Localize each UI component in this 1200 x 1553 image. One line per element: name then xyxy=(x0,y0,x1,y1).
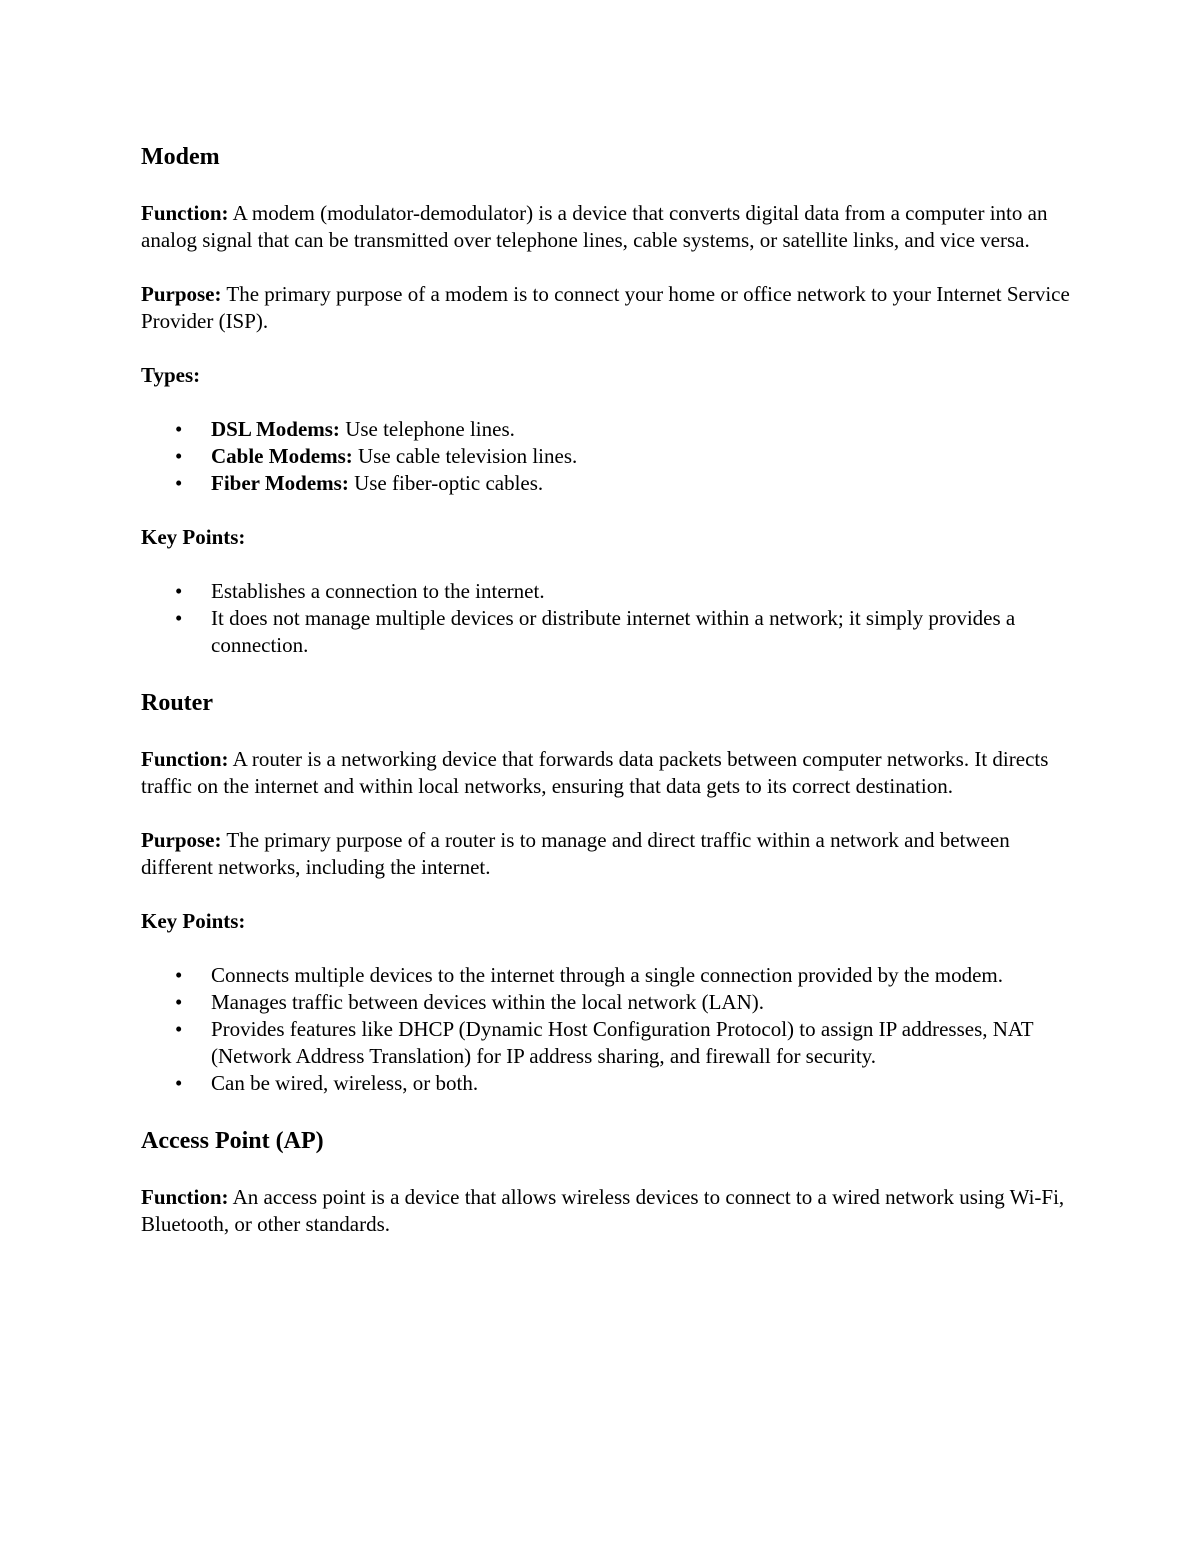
modem-purpose-paragraph xyxy=(141,281,1071,335)
function-text: A router is a networking device that forwards data packets between computer networks. It directs traffic on the internet and within local networks, ensuring that data gets to its correct destination. xyxy=(141,747,1049,798)
modem-types-list xyxy=(141,416,1071,497)
list-item: • Connects multiple devices to the internet through a single connection provided by the modem. xyxy=(211,962,1071,989)
access-point-function-paragraph xyxy=(141,1184,1071,1238)
purpose-label: Purpose: xyxy=(141,828,222,852)
list-item: • Manages traffic between devices within the local network (LAN). xyxy=(211,989,1071,1016)
modem-key-points-label: Key Points: xyxy=(141,525,246,549)
access-point-heading: Access Point (AP) xyxy=(141,1128,324,1154)
list-item: • Cable Modems: Use cable television lines. xyxy=(211,443,1071,470)
document-page xyxy=(141,140,1071,1265)
purpose-text: The primary purpose of a router is to manage and direct traffic within a network and between different networks, including the internet. xyxy=(141,828,1010,879)
modem-key-points-list xyxy=(141,578,1071,659)
router-purpose-paragraph xyxy=(141,827,1071,881)
router-key-points-label: Key Points: xyxy=(141,909,246,933)
function-label: Function: xyxy=(141,201,229,225)
list-item: • Establishes a connection to the internet. xyxy=(211,578,1071,605)
access-point-section xyxy=(141,1124,1071,1238)
function-label: Function: xyxy=(141,1185,229,1209)
list-item: • DSL Modems: Use telephone lines. xyxy=(211,416,1071,443)
modem-function-paragraph xyxy=(141,200,1071,254)
modem-heading: Modem xyxy=(141,144,220,170)
list-item: • Can be wired, wireless, or both. xyxy=(211,1070,1071,1097)
modem-types-label: Types: xyxy=(141,363,201,387)
modem-section xyxy=(141,140,1071,659)
router-heading: Router xyxy=(141,690,213,716)
list-item: • Fiber Modems: Use fiber-optic cables. xyxy=(211,470,1071,497)
function-text: A modem (modulator-demodulator) is a device that converts digital data from a computer into an analog signal that can be transmitted over telephone lines, cable systems, or satellite links, and vice versa. xyxy=(141,201,1048,252)
function-label: Function: xyxy=(141,747,229,771)
list-item: • It does not manage multiple devices or distribute internet within a network; it simply provides a connection. xyxy=(211,605,1071,659)
function-text: An access point is a device that allows wireless devices to connect to a wired network using Wi-Fi, Bluetooth, or other standards. xyxy=(141,1185,1065,1236)
router-section xyxy=(141,686,1071,1097)
router-key-points-list xyxy=(141,962,1071,1097)
list-item: • Provides features like DHCP (Dynamic Host Configuration Protocol) to assign IP addresses, NAT (Network Address Translation) for IP address sharing, and firewall for security. xyxy=(211,1016,1071,1070)
router-function-paragraph xyxy=(141,746,1071,800)
purpose-text: The primary purpose of a modem is to connect your home or office network to your Internet Service Provider (ISP). xyxy=(141,282,1070,333)
purpose-label: Purpose: xyxy=(141,282,222,306)
